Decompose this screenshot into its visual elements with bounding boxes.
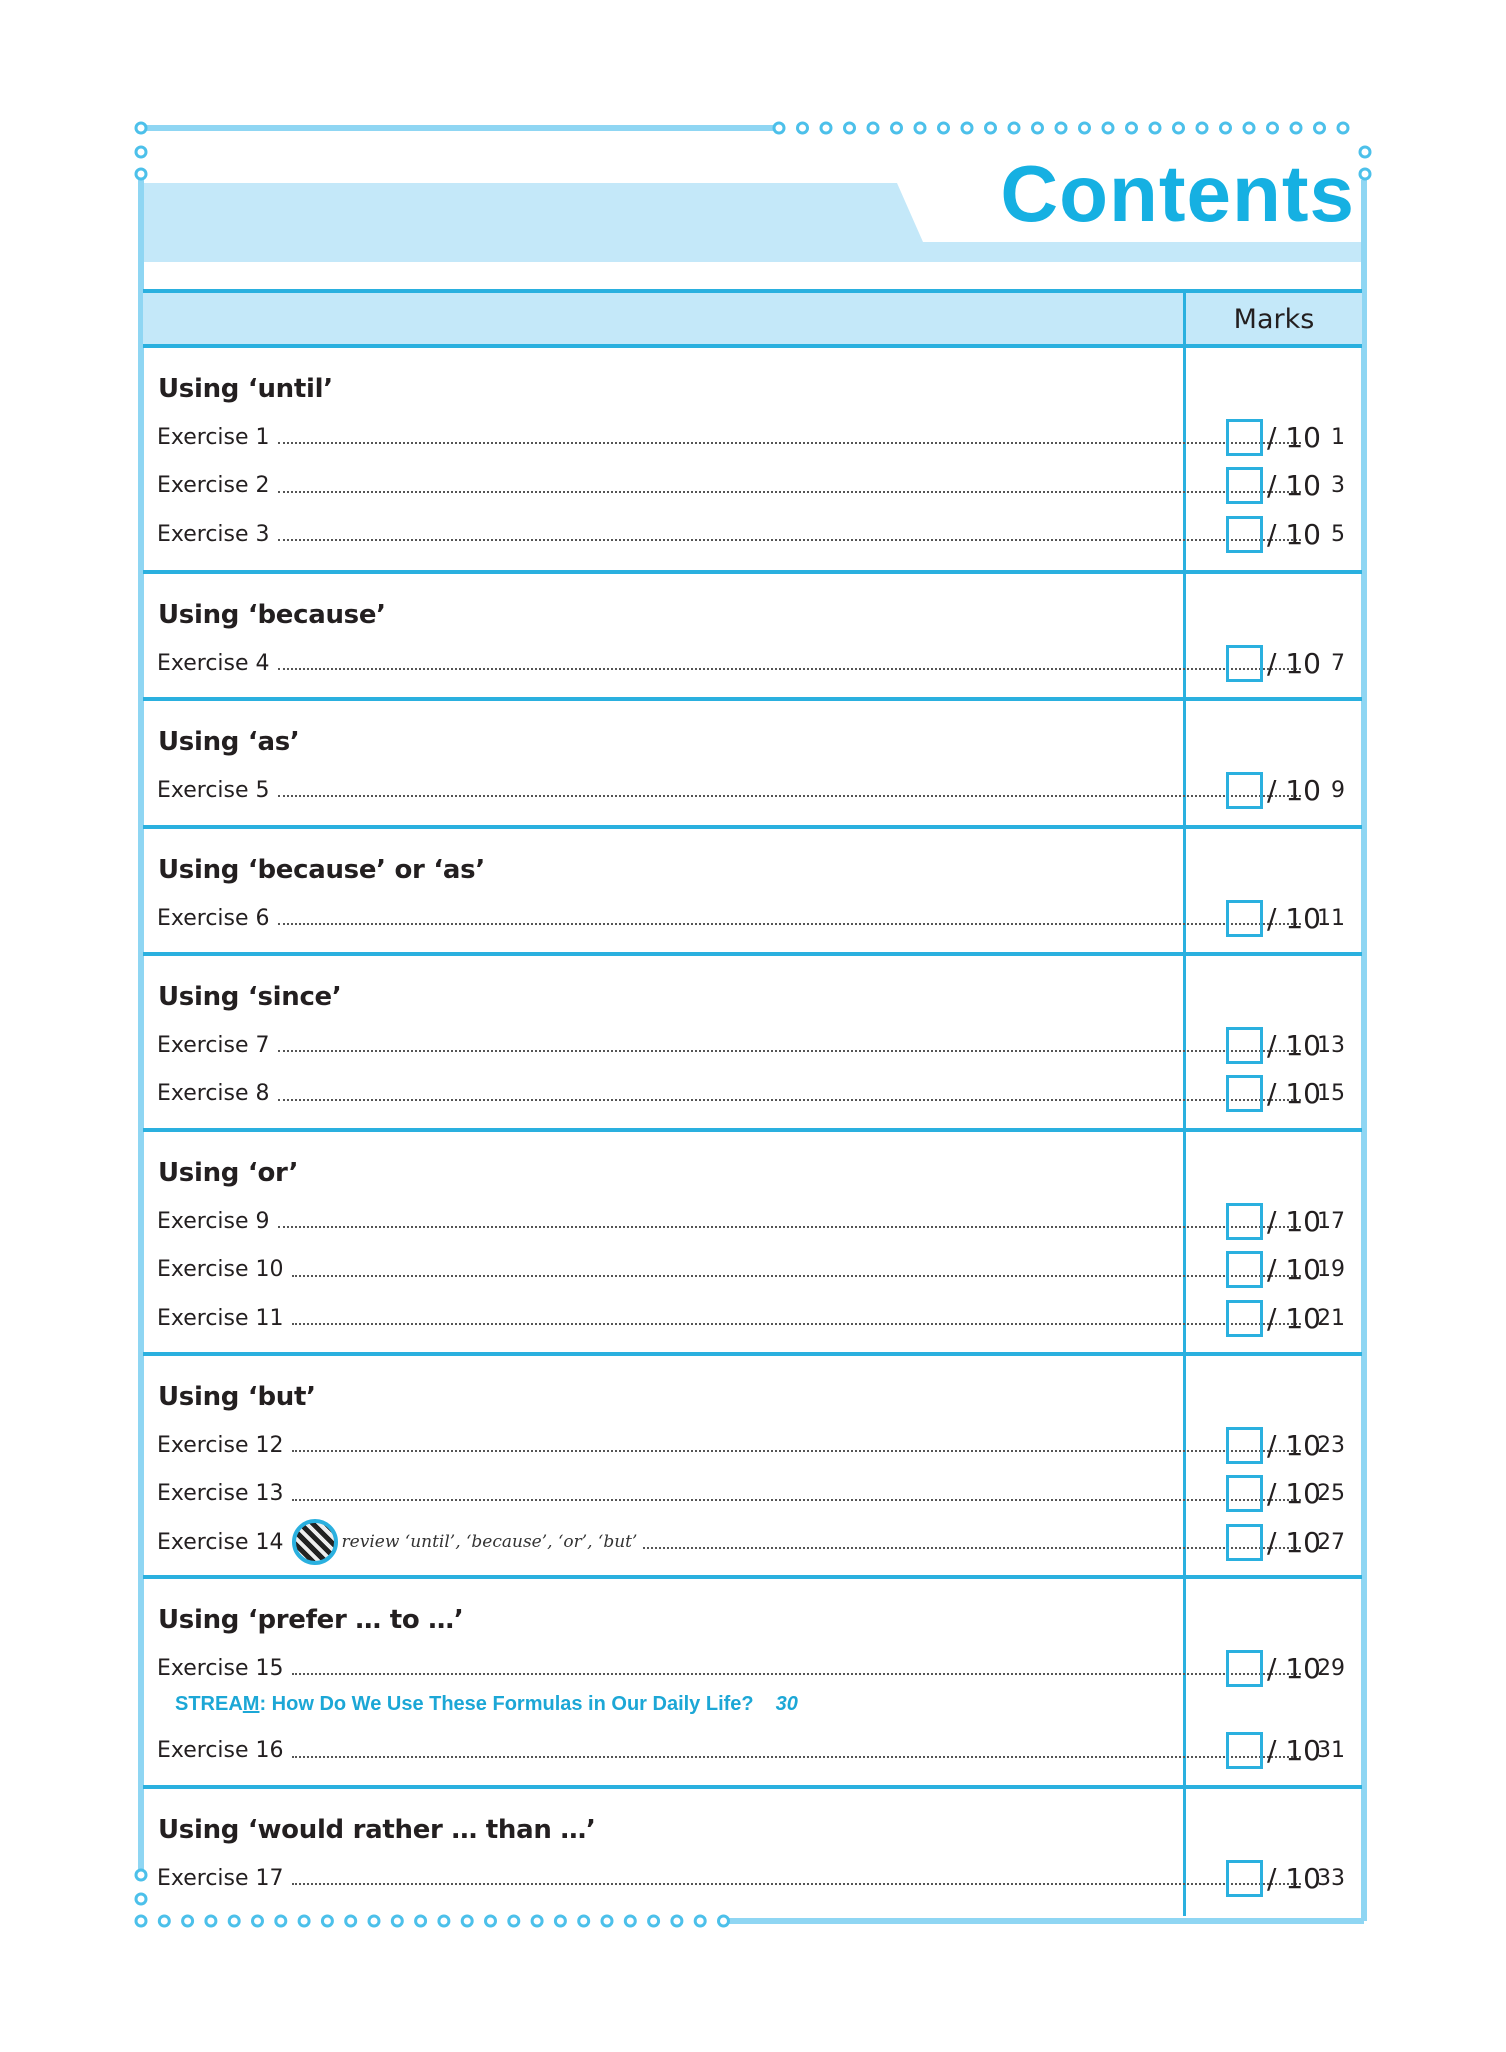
marks-field (1226, 1027, 1321, 1064)
marks-total: / 10 (1267, 901, 1321, 935)
section (143, 1579, 1362, 1789)
section-heading: Using ‘because’ or ‘as’ (158, 855, 485, 885)
marks-checkbox[interactable] (1226, 516, 1263, 553)
dot-leader (278, 795, 1301, 797)
table-header (143, 293, 1362, 348)
section-heading: Using ‘but’ (158, 1382, 316, 1412)
section-heading: Using ‘because’ (158, 600, 386, 630)
marks-checkbox[interactable] (1226, 1524, 1263, 1561)
exercise-row[interactable] (143, 1644, 1362, 1693)
page-number: 9 (1331, 777, 1345, 803)
frame-dot (1268, 123, 1278, 133)
marks-checkbox[interactable] (1226, 1027, 1263, 1064)
dot-leader (292, 1756, 1301, 1758)
frame-dot (1150, 123, 1160, 133)
marks-field (1226, 1251, 1321, 1288)
frame-dot (1360, 169, 1370, 179)
section (143, 574, 1362, 701)
frame-dot (1080, 123, 1090, 133)
page-number: 5 (1331, 521, 1345, 547)
frame-dot (1360, 147, 1370, 157)
dot-leader (278, 668, 1301, 670)
frame-dot (602, 1916, 612, 1926)
exercise-label: Exercise 4 (157, 650, 270, 676)
dot-leader (278, 1226, 1301, 1228)
section-heading: Using ‘since’ (158, 982, 342, 1012)
marks-field (1226, 900, 1321, 937)
section-heading: Using ‘until’ (158, 374, 333, 404)
exercise-row[interactable] (143, 1727, 1362, 1776)
frame-dot (868, 123, 878, 133)
exercise-label: Exercise 7 (157, 1032, 270, 1058)
marks-checkbox[interactable] (1226, 467, 1263, 504)
frame-dot (253, 1916, 263, 1926)
frame-dot (1009, 123, 1019, 133)
frame-dot (1315, 123, 1325, 133)
frame-dot (416, 1916, 426, 1926)
exercise-label: Exercise 14 (157, 1529, 284, 1555)
dot-leader (278, 1050, 1301, 1052)
marks-total: / 10 (1267, 1861, 1321, 1895)
exercise-row[interactable] (143, 1246, 1362, 1295)
marks-checkbox[interactable] (1226, 1860, 1263, 1897)
frame-dot (579, 1916, 589, 1926)
frame-dot (719, 1916, 729, 1926)
marks-checkbox[interactable] (1226, 900, 1263, 937)
exercise-label: Exercise 6 (157, 905, 270, 931)
section (143, 1132, 1362, 1356)
page-number: 31 (1317, 1738, 1345, 1764)
marks-total: / 10 (1267, 1734, 1321, 1768)
marks-field (1226, 772, 1321, 809)
marks-field (1226, 419, 1321, 456)
frame-dot (939, 123, 949, 133)
dot-leader (278, 1099, 1301, 1101)
frame-dot (845, 123, 855, 133)
frame-dot (392, 1916, 402, 1926)
marks-total: / 10 (1267, 1525, 1321, 1559)
marks-total: / 10 (1267, 773, 1321, 807)
section-heading: Using ‘or’ (158, 1158, 299, 1188)
exercise-label: Exercise 2 (157, 473, 270, 499)
page-number: 19 (1317, 1257, 1345, 1283)
dot-leader (292, 1883, 1301, 1885)
frame-dot (136, 169, 146, 179)
frame-dot (136, 123, 146, 133)
marks-checkbox[interactable] (1226, 1300, 1263, 1337)
frame-dot (986, 123, 996, 133)
contents-table (143, 289, 1362, 1916)
frame-dot (915, 123, 925, 133)
exercise-row[interactable] (143, 766, 1362, 815)
marks-field (1226, 1732, 1321, 1769)
frame-dot (695, 1916, 705, 1926)
frame-dot (206, 1916, 216, 1926)
exercise-note: review ‘until’, ‘because’, ‘or’, ‘but’ (341, 1532, 638, 1553)
section-heading: Using ‘prefer … to …’ (158, 1605, 464, 1635)
frame-dot (625, 1916, 635, 1926)
exercise-row[interactable] (143, 1197, 1362, 1246)
frame-dot (672, 1916, 682, 1926)
page-number: 1 (1331, 424, 1345, 450)
page-number: 21 (1317, 1305, 1345, 1331)
frame-dot (276, 1916, 286, 1926)
section (143, 348, 1362, 574)
stream-page: 30 (775, 1692, 798, 1715)
frame-dot (555, 1916, 565, 1926)
marks-checkbox[interactable] (1226, 1650, 1263, 1687)
exercise-row[interactable] (143, 1854, 1362, 1903)
exercise-row[interactable] (143, 413, 1362, 462)
dot-leader (292, 1499, 1301, 1501)
marks-total: / 10 (1267, 646, 1321, 680)
marks-checkbox[interactable] (1226, 1251, 1263, 1288)
frame-dot (486, 1916, 496, 1926)
section-heading: Using ‘as’ (158, 727, 300, 757)
marks-total: / 10 (1267, 1028, 1321, 1062)
marks-total: / 10 (1267, 420, 1321, 454)
marks-total: / 10 (1267, 1077, 1321, 1111)
marks-total: / 10 (1267, 1253, 1321, 1287)
marks-field (1226, 1650, 1321, 1687)
frame-dot (462, 1916, 472, 1926)
dot-leader (278, 539, 1301, 541)
exercise-label: Exercise 3 (157, 521, 270, 547)
exercise-label: Exercise 16 (157, 1738, 284, 1764)
marks-field (1226, 1300, 1321, 1337)
dot-leader (643, 1547, 1301, 1549)
frame-dot (1127, 123, 1137, 133)
exercise-label: Exercise 10 (157, 1257, 284, 1283)
marks-total: / 10 (1267, 1477, 1321, 1511)
page-number: 15 (1317, 1081, 1345, 1107)
exercise-label: Exercise 5 (157, 777, 270, 803)
frame-dot (1291, 123, 1301, 133)
stream-prefix: STREA (175, 1692, 243, 1715)
frame-dot (136, 147, 146, 157)
dot-leader (292, 1673, 1301, 1675)
exercise-label: Exercise 1 (157, 424, 270, 450)
exercise-row[interactable] (143, 1421, 1362, 1470)
marks-field (1226, 1475, 1321, 1512)
review-icon (292, 1519, 338, 1565)
frame-dot (962, 123, 972, 133)
exercise-label: Exercise 12 (157, 1432, 284, 1458)
exercise-row[interactable] (143, 1294, 1362, 1343)
exercise-label: Exercise 9 (157, 1208, 270, 1234)
marks-checkbox[interactable] (1226, 1732, 1263, 1769)
exercise-label: Exercise 8 (157, 1081, 270, 1107)
exercise-label: Exercise 17 (157, 1865, 284, 1891)
exercise-row[interactable] (143, 1070, 1362, 1119)
page-number: 27 (1317, 1529, 1345, 1555)
marks-checkbox[interactable] (1226, 1475, 1263, 1512)
exercise-label: Exercise 13 (157, 1481, 284, 1507)
frame-dot (821, 123, 831, 133)
marks-field (1226, 1203, 1321, 1240)
page-number: 33 (1317, 1865, 1345, 1891)
page-title: Contents (1000, 149, 1355, 238)
marks-field (1226, 1860, 1321, 1897)
dot-leader (278, 442, 1301, 444)
exercise-row[interactable] (143, 462, 1362, 511)
frame-dot (532, 1916, 542, 1926)
frame-dot (1103, 123, 1113, 133)
section-heading: Using ‘would rather … than …’ (158, 1815, 596, 1845)
marks-checkbox[interactable] (1226, 772, 1263, 809)
dot-leader (278, 923, 1301, 925)
stream-underlined: M (242, 1692, 260, 1715)
frame-dot (299, 1916, 309, 1926)
page-number: 25 (1317, 1481, 1345, 1507)
marks-field (1226, 516, 1321, 553)
frame-dot (798, 123, 808, 133)
marks-total: / 10 (1267, 469, 1321, 503)
marks-checkbox[interactable] (1226, 419, 1263, 456)
frame-dot (369, 1916, 379, 1926)
exercise-row[interactable] (143, 1470, 1362, 1519)
marks-header: Marks (1183, 293, 1362, 344)
frame-dot (136, 1916, 146, 1926)
section (143, 1789, 1362, 1916)
marks-total: / 10 (1267, 517, 1321, 551)
frame-dot (439, 1916, 449, 1926)
page-number: 29 (1317, 1655, 1345, 1681)
frame-dot (649, 1916, 659, 1926)
frame-dot (1033, 123, 1043, 133)
exercise-row[interactable] (143, 1518, 1362, 1567)
marks-checkbox[interactable] (1226, 645, 1263, 682)
marks-checkbox[interactable] (1226, 1075, 1263, 1112)
marks-field (1226, 467, 1321, 504)
frame-dot (509, 1916, 519, 1926)
frame-dot (1197, 123, 1207, 133)
section (143, 701, 1362, 829)
section (143, 956, 1362, 1132)
marks-field (1226, 1427, 1321, 1464)
frame-dot (892, 123, 902, 133)
frame-dot (1338, 123, 1348, 133)
frame-dot (183, 1916, 193, 1926)
page-number: 11 (1317, 905, 1345, 931)
frame-dot (1174, 123, 1184, 133)
exercise-row[interactable] (143, 639, 1362, 688)
frame-dot (774, 123, 784, 133)
page-number: 7 (1331, 650, 1345, 676)
marks-total: / 10 (1267, 1651, 1321, 1685)
exercise-label: Exercise 15 (157, 1655, 284, 1681)
marks-total: / 10 (1267, 1301, 1321, 1335)
frame-dot (1221, 123, 1231, 133)
marks-total: / 10 (1267, 1428, 1321, 1462)
stream-link[interactable] (143, 1693, 1362, 1727)
marks-field (1226, 1524, 1321, 1561)
dot-leader (278, 491, 1301, 493)
page-number: 3 (1331, 473, 1345, 499)
section (143, 829, 1362, 956)
dot-leader (292, 1275, 1301, 1277)
frame-dot (1056, 123, 1066, 133)
exercise-row[interactable] (143, 510, 1362, 559)
frame-dot (346, 1916, 356, 1926)
exercise-row[interactable] (143, 1021, 1362, 1070)
marks-checkbox[interactable] (1226, 1427, 1263, 1464)
dot-leader (292, 1323, 1301, 1325)
page-number: 13 (1317, 1032, 1345, 1058)
stream-title: : How Do We Use These Formulas in Our Daily Life? (259, 1692, 754, 1715)
section (143, 1356, 1362, 1579)
frame-dot (159, 1916, 169, 1926)
exercise-row[interactable] (143, 894, 1362, 943)
page-number: 23 (1317, 1432, 1345, 1458)
marks-field (1226, 1075, 1321, 1112)
marks-field (1226, 645, 1321, 682)
dot-leader (292, 1450, 1301, 1452)
frame-dot (1244, 123, 1254, 133)
marks-total: / 10 (1267, 1204, 1321, 1238)
page-number: 17 (1317, 1208, 1345, 1234)
frame-dot (322, 1916, 332, 1926)
exercise-label: Exercise 11 (157, 1305, 284, 1331)
marks-checkbox[interactable] (1226, 1203, 1263, 1240)
frame-dot (229, 1916, 239, 1926)
